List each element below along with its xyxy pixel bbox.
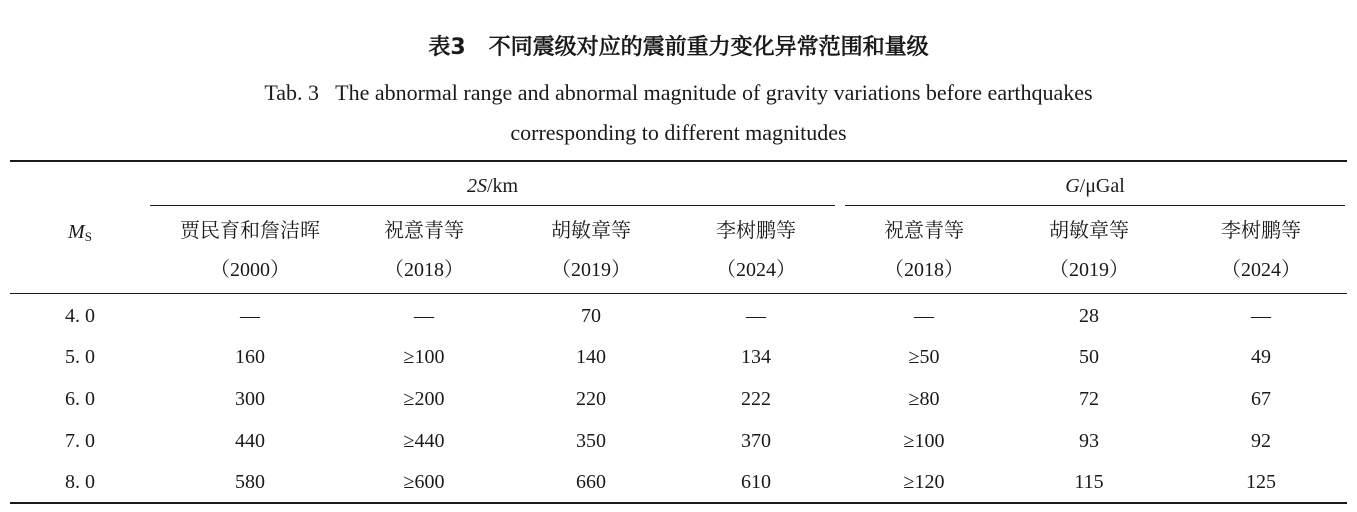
table-cell: 160 (235, 346, 265, 368)
table-caption-cn: 表3 不同震级对应的震前重力变化异常范围和量级 (428, 35, 929, 60)
header-rule (10, 293, 1347, 294)
ms-value-cell: 4. 0 (65, 305, 95, 327)
range-unit: /km (486, 175, 519, 197)
table-cell: 115 (1074, 471, 1104, 493)
column-header-year: （2000） (210, 259, 290, 281)
column-header-year: （2018） (884, 259, 964, 281)
table-cell: — (240, 305, 260, 327)
table-cell: ≥200 (403, 388, 445, 410)
table-cell: — (414, 305, 434, 327)
table-cell: ≥600 (403, 471, 445, 493)
magnitude-unit: /μGal (1079, 175, 1125, 197)
table-cell: ≥120 (903, 471, 945, 493)
column-header-author: 贾民育和詹洁晖 (180, 218, 320, 242)
table-cell: 67 (1251, 388, 1271, 410)
table-cell: 50 (1079, 346, 1099, 368)
table-cell: 72 (1079, 388, 1099, 410)
column-header-author: 李树鹏等 (716, 218, 796, 242)
table-cell: 580 (235, 471, 265, 493)
column-header-year: （2018） (384, 259, 464, 281)
table-cell: — (1251, 305, 1271, 327)
table-cell: ≥440 (403, 430, 445, 452)
table-cell: 49 (1251, 346, 1271, 368)
table-cell: 370 (741, 430, 771, 452)
top-rule (10, 160, 1347, 162)
group2-rule (845, 205, 1345, 206)
ms-column-header (30, 220, 130, 249)
range-symbol: 2S (466, 175, 487, 197)
column-header-year: （2019） (1049, 259, 1129, 281)
column-header-year: （2019） (551, 259, 631, 281)
table-cell: — (746, 305, 766, 327)
column-header-author: 胡敏章等 (1049, 218, 1129, 242)
table-cell: 92 (1251, 430, 1271, 452)
table-cell: 300 (235, 388, 265, 410)
table-caption-en-line1: Tab. 3 The abnormal range and abnormal magnitude of gravity variations before earthquakes (264, 80, 1093, 105)
table-cell: 125 (1246, 471, 1276, 493)
column-header-author: 祝意青等 (384, 218, 464, 242)
table-cell: ≥50 (908, 346, 940, 368)
table-cell: 610 (741, 471, 771, 493)
table-cell: 28 (1079, 305, 1099, 327)
ms-value-cell: 5. 0 (65, 346, 95, 368)
column-header-author: 祝意青等 (884, 218, 964, 242)
table-cell: ≥80 (908, 388, 940, 410)
table-cell: 660 (576, 471, 606, 493)
ms-subscript: S (84, 229, 92, 244)
ms-value-cell: 8. 0 (65, 471, 95, 493)
group-header-magnitude (845, 174, 1345, 198)
group-header-range (150, 174, 835, 198)
ms-symbol: M (68, 221, 85, 243)
table-cell: 134 (741, 346, 771, 368)
table-cell: 70 (581, 305, 601, 327)
table-caption-en-line2: corresponding to different magnitudes (510, 120, 847, 145)
table-cell: 140 (576, 346, 606, 368)
table-cell: 350 (576, 430, 606, 452)
table-cell: 220 (576, 388, 606, 410)
ms-value-cell: 7. 0 (65, 430, 95, 452)
ms-value-cell: 6. 0 (65, 388, 95, 410)
column-header-year: （2024） (716, 259, 796, 281)
table-cell: 222 (741, 388, 771, 410)
column-header-author: 胡敏章等 (551, 218, 631, 242)
column-header-year: （2024） (1221, 259, 1301, 281)
table-cell: — (914, 305, 934, 327)
table-cell: ≥100 (903, 430, 945, 452)
table-cell: 93 (1079, 430, 1099, 452)
group1-rule (150, 205, 835, 206)
magnitude-symbol: G (1065, 175, 1080, 197)
table-cell: 440 (235, 430, 265, 452)
table-cell: ≥100 (403, 346, 445, 368)
bottom-rule (10, 502, 1347, 504)
column-header-author: 李树鹏等 (1221, 218, 1301, 242)
